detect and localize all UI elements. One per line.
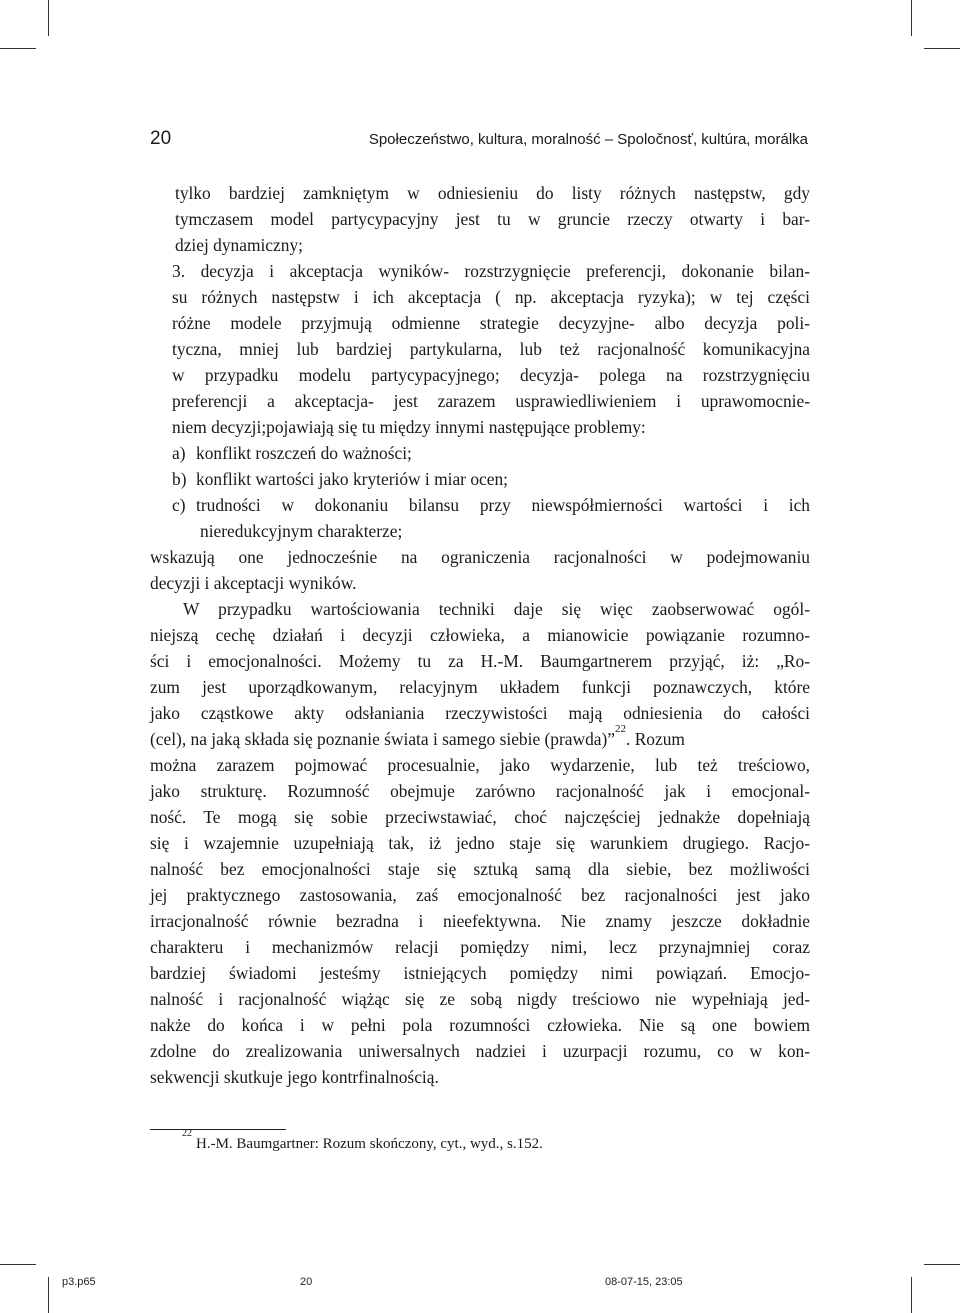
text-line: dziej dynamiczny; bbox=[175, 235, 303, 255]
footnote bbox=[182, 1128, 543, 1153]
page-number: 20 bbox=[150, 128, 172, 149]
footnote-number: 22 bbox=[182, 1128, 192, 1139]
list-item-3: 3. decyzja i akceptacja wyników- rozstrzygnięcie preferencji, dokonanie bilan- bbox=[172, 261, 810, 281]
text-line: tyczna, mniej lub bardziej partykularna, lub też racjonalność komunikacyjna bbox=[172, 339, 810, 359]
crop-mark bbox=[0, 48, 36, 49]
text-line: preferencji a akceptacja- jest zarazem usprawiedliwieniem i uprawomocnie- bbox=[172, 391, 810, 411]
text-line: można zarazem pojmować procesualnie, jako wydarzenie, lub też treściowo, bbox=[150, 755, 810, 775]
text-line: nalność bez emocjonalności staje się sztuką samą dla siebie, bez możliwości bbox=[150, 859, 810, 879]
text-line: niem decyzji;pojawiają się tu między innymi następujące problemy: bbox=[172, 417, 646, 437]
problem-label: a) bbox=[172, 443, 186, 463]
crop-mark bbox=[48, 0, 49, 36]
footnote-text: H.-M. Baumgartner: Rozum skończony, cyt., wyd., s.152. bbox=[196, 1136, 543, 1152]
crop-mark bbox=[0, 1264, 36, 1265]
text-line: tylko bardziej zamkniętym w odniesieniu do listy różnych następstw, gdy bbox=[175, 183, 810, 203]
text-line: bardziej świadomi jesteśmy istniejących pomiędzy nimi powiązań. Emocjo- bbox=[150, 963, 810, 983]
problem-label: b) bbox=[172, 469, 187, 489]
problem-item-c bbox=[150, 492, 810, 518]
crop-mark bbox=[924, 1264, 960, 1265]
text-line: sekwencji skutkuje jego kontrfinalnością. bbox=[150, 1067, 439, 1087]
text-line: ność. Te mogą się sobie przeciwstawiać, choć najczęściej jednakże dopełniają bbox=[150, 807, 810, 827]
crop-mark bbox=[911, 0, 912, 36]
text-line: w przypadku modelu partycypacyjnego; decyzja- polega na rozstrzygnięciu bbox=[172, 365, 810, 385]
problem-text: konflikt roszczeń do ważności; bbox=[196, 443, 412, 463]
text-line: jako strukturę. Rozumność obejmuje zarówno racjonalność jak i emocjonal- bbox=[150, 781, 810, 801]
problem-item-a bbox=[150, 440, 810, 466]
text-line: wskazują one jednocześnie na ograniczenia racjonalności w podejmowaniu bbox=[150, 547, 810, 567]
text-line: niejszą cechę działań i decyzji człowieka, a mianowicie powiązanie rozumno- bbox=[150, 625, 810, 645]
crop-mark bbox=[924, 48, 960, 49]
text-line: nalność i racjonalność wiążąc się ze sobą nigdy treściowo nie wypełniają jed- bbox=[150, 989, 810, 1009]
text-line: nakże do końca i w pełni pola rozumności człowieka. Nie są one bowiem bbox=[150, 1015, 810, 1035]
problem-item-b bbox=[150, 466, 810, 492]
text-line: zum jest uporządkowanym, relacyjnym układem funkcji poznawczych, które bbox=[150, 677, 810, 697]
slug-datetime: 08-07-15, 23:05 bbox=[605, 1276, 683, 1288]
text-line-with-footnote-ref bbox=[150, 723, 810, 752]
footnote-reference: 22 bbox=[615, 723, 626, 736]
slug-page: 20 bbox=[300, 1276, 313, 1288]
running-head bbox=[150, 128, 808, 154]
problem-text: trudności w dokonaniu bilansu przy niewspółmierności wartości i ich bbox=[196, 495, 810, 515]
crop-mark bbox=[911, 1277, 912, 1313]
problem-label: c) bbox=[172, 495, 186, 515]
header-title: Społeczeństwo, kultura, moralność – Spoločnosť, kultúra, morálka bbox=[368, 131, 808, 148]
crop-mark bbox=[48, 1277, 49, 1313]
text-line: charakteru i mechanizmów relacji pomiędzy nimi, lecz przynajmniej coraz bbox=[150, 937, 810, 957]
text-line: tymczasem model partycypacyjny jest tu w gruncie rzeczy otwarty i bar- bbox=[175, 209, 810, 229]
slug-file: p3.p65 bbox=[62, 1276, 96, 1288]
paragraph-first-line: W przypadku wartościowania techniki daje się więc zaobserwować ogól- bbox=[183, 599, 810, 619]
text-fragment: . Rozum bbox=[626, 729, 685, 749]
problem-item-c-continuation: nieredukcyjnym charakterze; bbox=[200, 521, 403, 541]
text-line: decyzji i akceptacji wyników. bbox=[150, 573, 357, 593]
text-line: zdolne do zrealizowania uniwersalnych nadziei i uzurpacji rozumu, co w kon- bbox=[150, 1041, 810, 1061]
problem-text: konflikt wartości jako kryteriów i miar ocen; bbox=[196, 469, 508, 489]
text-line: różne modele przyjmują odmienne strategie decyzyjne- albo decyzja poli- bbox=[172, 313, 810, 333]
quote-text: (cel), na jaką składa się poznanie świata i samego siebie (prawda)” bbox=[150, 729, 615, 749]
footnote-rule bbox=[150, 1129, 286, 1130]
text-line: ści i emocjonalności. Możemy tu za H.-M. Baumgartnerem przyjąć, iż: „Ro- bbox=[150, 651, 810, 671]
text-line: jako cząstkowe akty odsłaniania rzeczywistości mają odniesienia do całości bbox=[150, 703, 810, 723]
text-line: irracjonalność równie bezradna i nieefektywna. Nie znamy jeszcze dokładnie bbox=[150, 911, 810, 931]
text-line: su różnych następstw i ich akceptacja ( np. akceptacja ryzyka); w tej części bbox=[172, 287, 810, 307]
text-line: jej praktycznego zastosowania, zaś emocjonalność bez racjonalności jest jako bbox=[150, 885, 810, 905]
body-text bbox=[150, 180, 810, 1090]
text-line: się i wzajemnie uzupełniają tak, iż jedno staje się warunkiem drugiego. Racjo- bbox=[150, 833, 810, 853]
